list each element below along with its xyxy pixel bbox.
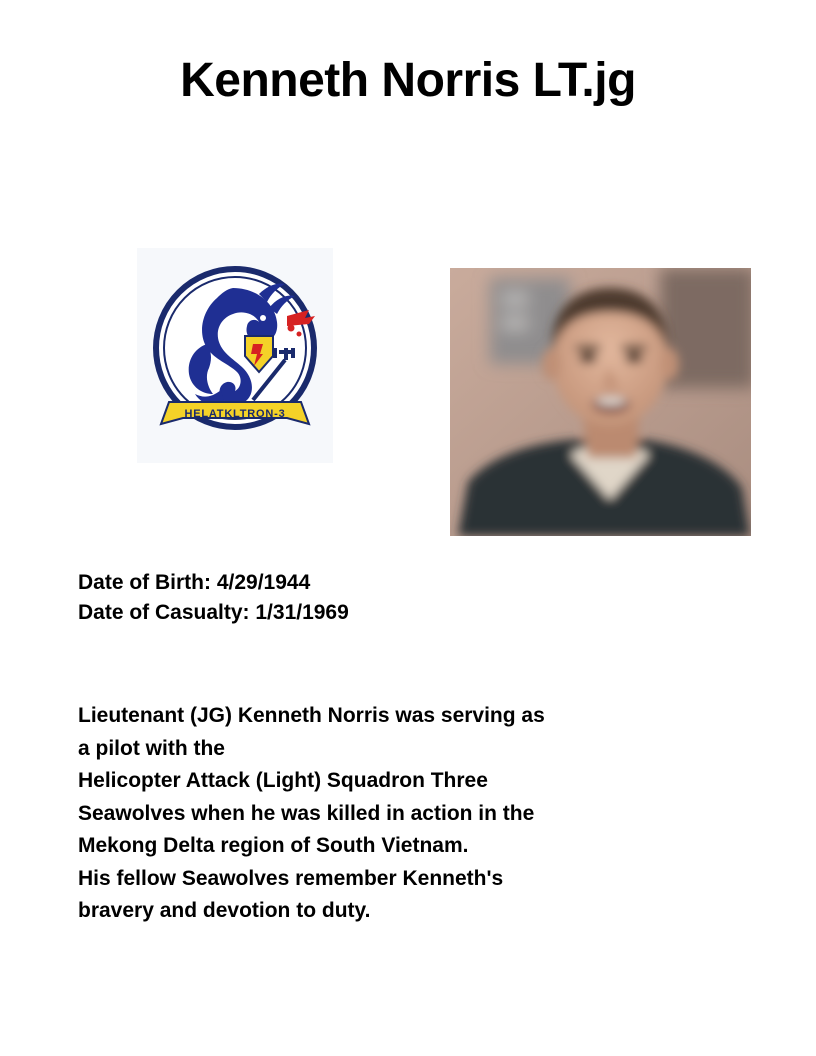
biography-line: Lieutenant (JG) Kenneth Norris was serving as [78, 704, 545, 727]
svg-text:HELATKLTRON-3: HELATKLTRON-3 [184, 408, 286, 420]
portrait-graphic [450, 268, 751, 536]
biography-line: Seawolves when he was killed in action in the [78, 801, 535, 825]
biography-line: Mekong Delta region of South Vietnam. [78, 834, 469, 858]
date-of-birth: Date of Birth: 4/29/1944 [78, 571, 311, 594]
portrait-photo-kenneth-norris [450, 268, 751, 536]
biography-line: bravery and devotion to duty. [78, 899, 371, 923]
helatkltron-3-squadron-insignia [137, 248, 333, 463]
fact-list [78, 568, 349, 629]
insignia-graphic [137, 248, 333, 463]
page-title: Kenneth Norris LT.jg [180, 54, 636, 107]
biography-text [78, 700, 768, 928]
date-of-casualty: Date of Casualty: 1/31/1969 [78, 601, 349, 625]
biography-line: Helicopter Attack (Light) Squadron Three [78, 769, 488, 793]
biography-line: His fellow Seawolves remember Kenneth's [78, 866, 504, 890]
biography-line: a pilot with the [78, 736, 225, 760]
